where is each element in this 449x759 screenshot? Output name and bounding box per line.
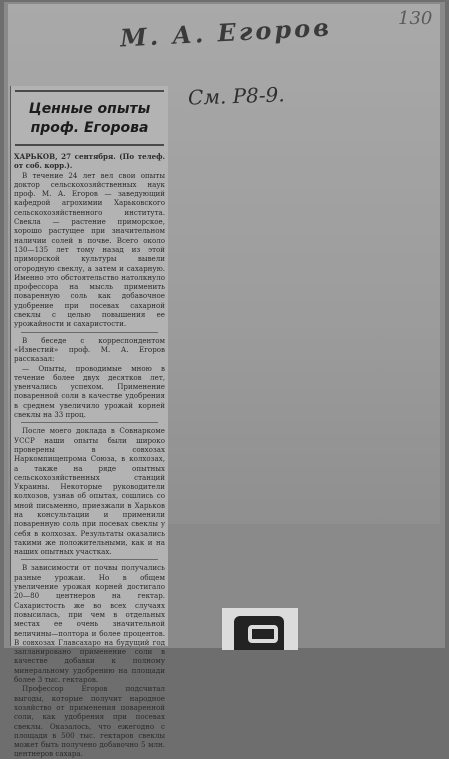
article-headline [15,100,164,138]
headline-line-2: проф. Егорова [30,120,149,136]
newspaper-clipping [10,86,168,759]
paragraph-separator [21,332,158,333]
article-paragraph: Профессор Егоров подсчитал выгоды, которые получит народное хозяйство от применения поваренной соли, как удобрения при посевах свеклы. Оказалось, что ежегодно с площади в 500 тыс. гектаров свеклы может быть получено добавочно 5 млн. центнеров сахара. [14,684,165,759]
headline-line-1: Ценные опыты [28,101,151,117]
clipping-top-rule [15,90,164,92]
dateline-text: ХАРЬКОВ, 27 сентября. (По телеф. от соб. корр.). [14,152,165,171]
handwritten-page-number: 130 [398,8,433,29]
article-paragraph: В течение 24 лет вел свои опыты доктор сельскохозяйственных наук проф. М. А. Егоров — заведующий кафедрой агрохимии Харьковского сельскохозяйственного института. Свекла — растение приморское, хорошо растущее при значительном наличии солей в почве. Всего около 130—135 лет тому назад из этой приморской культуры вывели огородную свеклу, а затем и сахарную. Именно это обстоятельство натолкнуло профессора на мысль применить поваренную соль как добавочное удобрение при посевах сахарной свеклы с целью повышения ее урожайности и сахаристости. [14,170,165,329]
article-paragraph: В беседе с корреспондентом «Известий» проф. М. А. Егоров рассказал: [14,335,165,364]
archive-logo-icon [234,616,284,650]
article-paragraph: После моего доклада в Совнаркоме УССР наши опыты были широко проверены в совхозах Наркомпищепрома Союза, в колхозах, а также на ряде опытных сельскохозяйственных станций Украины. Некоторые руководители колхозов, узнав об опытах, сошлись со мной письменно, приезжали в Харьков на консультации и применили поваренную соль при посевах свеклы у себя в колхозах. Результаты оказались такими же положительными, как и на наших опытных участках. [14,426,165,557]
article-dateline [14,152,165,171]
paragraph-separator [21,559,158,560]
article-paragraph: — Опыты, проводимые мною в течение более двух десятков лет, увенчались успехом. Применение поваренной соли в качестве удобрения в среднем увеличило урожай корней свеклы на 33 проц. [14,363,165,420]
article-paragraph: В зависимости от почвы получались разные урожаи. Но в общем увеличение урожая корней достигало 20—80 центнеров на гектар. Сахаристость же во всех случаях повысилась, при чем в отдельных местах ее очень значительной величины—полтора и более процентов. В совхозах Главсахаро на будущий год запланировано применение соли в качестве добавки к полному минеральному удобрению на площади более 3 тыс. гектаров. [14,563,165,685]
handwritten-reference-note: См. Р8-9. [187,82,286,110]
headline-rule [15,144,164,146]
handwritten-author-name: М. А. Егоров [119,12,333,53]
paragraph-separator [21,422,158,423]
